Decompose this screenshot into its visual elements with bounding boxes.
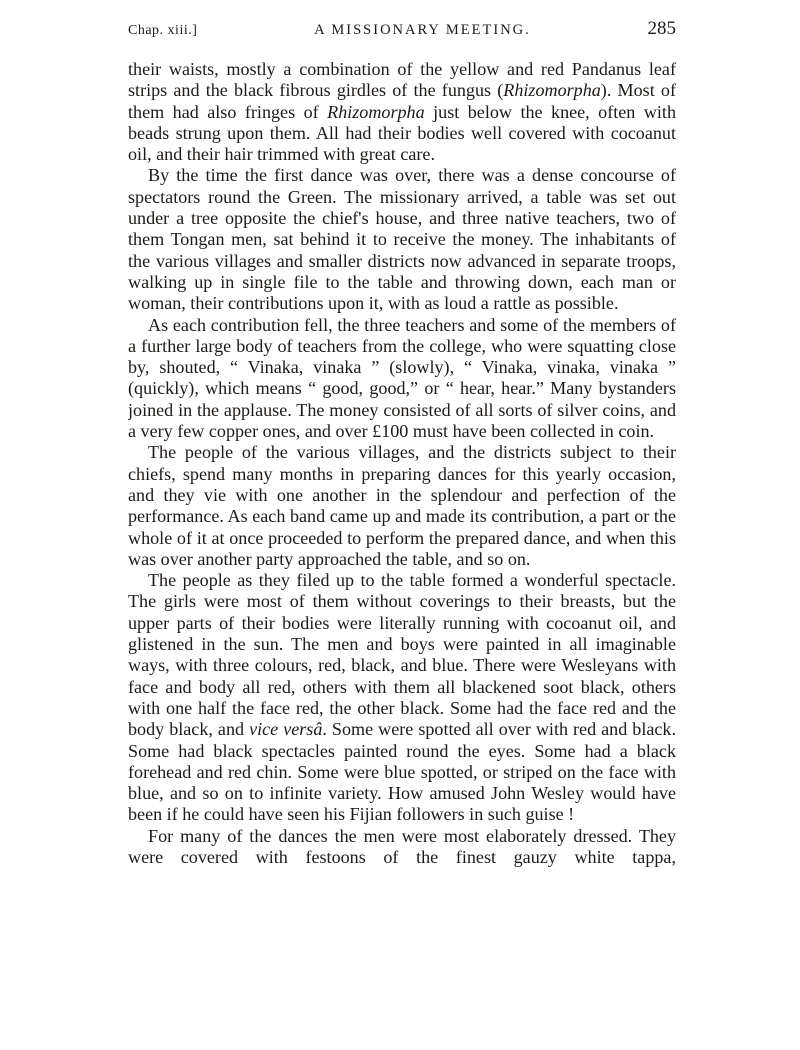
- paragraph-3: As each contribution fell, the three teachers and some of the members of a further large body of teachers from the college, who were squatting close by, shouted, “ Vinaka, vinaka ” (slowly), “ Vinaka, vinaka, vinaka ” (quickly), which means “ good, good,” or “ hear, hear.” Many bystanders joined in the applause. The money consisted of all sorts of silver coins, and a very few copper ones, and over £100 must have been collected in coin.: [128, 314, 676, 442]
- running-head: [128, 18, 676, 48]
- paragraph-2: By the time the first dance was over, there was a dense concourse of spectators round the Green. The missionary arrived, a table was set out under a tree opposite the chief's house, and three native teachers, two of them Tongan men, sat behind it to receive the money. The inhabitants of the various villages and smaller districts now advanced in separate troops, walking up in single file to the table and throwing down, each man or woman, their contributions upon it, with as loud a rattle as possible.: [128, 165, 676, 314]
- paragraph-1: their waists, mostly a combination of the yellow and red Pandanus leaf strips and the black fibrous girdles of the fungus (Rhizomorpha). Most of them had also fringes of Rhizomorpha just below the knee, often with beads strung upon them. All had their bodies well covered with cocoanut oil, and their hair trimmed with great care.: [128, 59, 676, 165]
- paragraph-6: For many of the dances the men were most elaborately dressed. They were covered with festoons of the finest gauzy white tappa,: [128, 825, 676, 867]
- page-number: 285: [647, 18, 676, 39]
- running-title: A MISSIONARY MEETING.: [314, 22, 531, 38]
- paragraph-5: The people as they filed up to the table formed a wonderful spectacle. The girls were most of them without coverings to their breasts, but the upper parts of their bodies were literally running with cocoanut oil, and glistened in the sun. The men and boys were painted in all imaginable ways, with three colours, red, black, and blue. There were Wesleyans with face and body all red, others with them all blackened soot black, others with one half the face red, the other black. Some had the face red and the body black, and vice versâ. Some were spotted all over with red and black. Some had black spectacles painted round the eyes. Some had a black forehead and red chin. Some were blue spotted, or striped on the face with blue, and so on to infinite variety. How amused John Wesley would have been if he could have seen his Fijian followers in such guise !: [128, 570, 676, 825]
- body-text: [128, 59, 676, 868]
- chapter-label: Chap. xiii.]: [128, 23, 198, 38]
- book-page: [128, 18, 676, 1038]
- paragraph-4: The people of the various villages, and the districts subject to their chiefs, spend many months in preparing dances for this yearly occasion, and they vie with one another in the splendour and perfection of the performance. As each band came up and made its contribution, a part or the whole of it at once proceeded to perform the prepared dance, and when this was over another party approached the table, and so on.: [128, 442, 676, 569]
